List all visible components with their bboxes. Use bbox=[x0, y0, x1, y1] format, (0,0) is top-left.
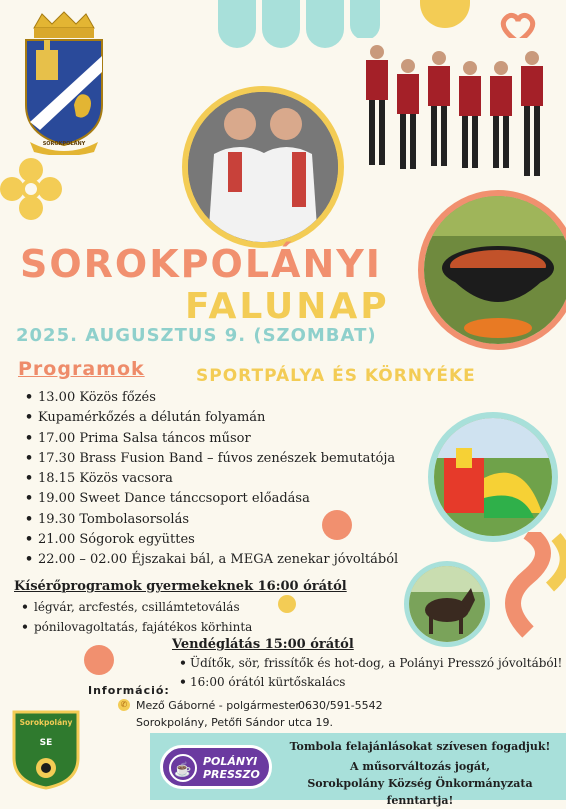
flower-decor bbox=[0, 158, 62, 220]
info-phone: 0630/591-5542 bbox=[298, 699, 383, 712]
coat-banner: SOROKPOLÁNY bbox=[42, 141, 86, 147]
decor-circle bbox=[420, 0, 470, 28]
event-title-line1: SOROKPOLÁNYI bbox=[20, 242, 382, 286]
program-item: • 13.00 Közös főzés bbox=[20, 388, 398, 408]
decor-pill bbox=[350, 0, 380, 40]
program-item: • Kupamérkőzés a délután folyamán bbox=[20, 408, 398, 428]
presszo-logo bbox=[160, 745, 272, 789]
footer-line1: Tombola felajánlásokat szívesen fogadjuk! bbox=[289, 740, 551, 753]
program-item: • 17.30 Brass Fusion Band – fúvos zenészek bemutatója bbox=[20, 449, 398, 469]
kids-heading: Kísérőprogramok gyermekeknek 16:00 órától bbox=[14, 579, 347, 594]
decor-pill bbox=[262, 0, 300, 48]
cup-icon: ☕ bbox=[169, 754, 197, 782]
program-item: • 19.30 Tombolasorsolás bbox=[20, 510, 398, 530]
event-title-line2: FALUNAP bbox=[185, 286, 390, 327]
footer-line2: A műsorváltozás jogát, bbox=[350, 760, 490, 773]
event-date: 2025. AUGUSZTUS 9. (SZOMBAT) bbox=[16, 325, 377, 346]
event-venue: SPORTPÁLYA ÉS KÖRNYÉKE bbox=[196, 366, 476, 386]
wave-decor bbox=[488, 532, 566, 642]
program-list bbox=[20, 388, 398, 571]
catering-item: • Üdítők, sör, frissítők és hot-dog, a Polányi Presszó jóvoltából! bbox=[176, 654, 562, 673]
catering-list bbox=[176, 654, 562, 692]
program-item: • 19.00 Sweet Dance tánccsoport előadása bbox=[20, 489, 398, 509]
bouncy-castle-photo bbox=[428, 412, 558, 542]
dancers-photo bbox=[352, 38, 562, 190]
coat-of-arms bbox=[20, 10, 108, 155]
phone-icon: ✆ bbox=[118, 699, 130, 711]
decor-pill bbox=[306, 0, 344, 48]
singers-photo bbox=[182, 86, 344, 248]
se-badge-name: Sorokpolány bbox=[19, 718, 73, 727]
footer-line3: Sorokpolány Község Önkormányzata fenntartja! bbox=[307, 777, 533, 807]
catering-item: • 16:00 órától kürtőskalács bbox=[176, 673, 562, 692]
program-item: • 18.15 Közös vacsora bbox=[20, 469, 398, 489]
info-contact: Mező Gáborné - polgármester bbox=[136, 699, 300, 712]
decor-dot bbox=[84, 645, 114, 675]
decor-dot bbox=[278, 595, 296, 613]
se-badge-abbr: SE bbox=[39, 738, 53, 748]
pony-photo bbox=[404, 561, 490, 647]
presszo-line1: POLÁNYI bbox=[203, 755, 258, 768]
program-item: • 17.00 Prima Salsa táncos műsor bbox=[20, 429, 398, 449]
info-heading: Információ: bbox=[88, 684, 170, 697]
kids-item: • pónilovagoltatás, fajátékos körhinta bbox=[16, 617, 252, 637]
presszo-line2: PRESSZO bbox=[203, 768, 260, 781]
kids-item: • légvár, arcfestés, csillámtetoválás bbox=[16, 597, 252, 617]
program-item: • 22.00 – 02.00 Éjszakai bál, a MEGA zenekar jóvoltából bbox=[20, 550, 398, 570]
decor-dot bbox=[322, 510, 352, 540]
program-item: • 21.00 Sógorok együttes bbox=[20, 530, 398, 550]
programs-heading: Programok bbox=[18, 358, 145, 380]
cauldron-photo bbox=[418, 190, 566, 350]
info-address: Sorokpolány, Petőfi Sándor utca 19. bbox=[136, 716, 334, 729]
decor-pill bbox=[218, 0, 256, 48]
kids-list bbox=[16, 597, 252, 637]
catering-heading: Vendéglátás 15:00 órától bbox=[172, 637, 354, 652]
